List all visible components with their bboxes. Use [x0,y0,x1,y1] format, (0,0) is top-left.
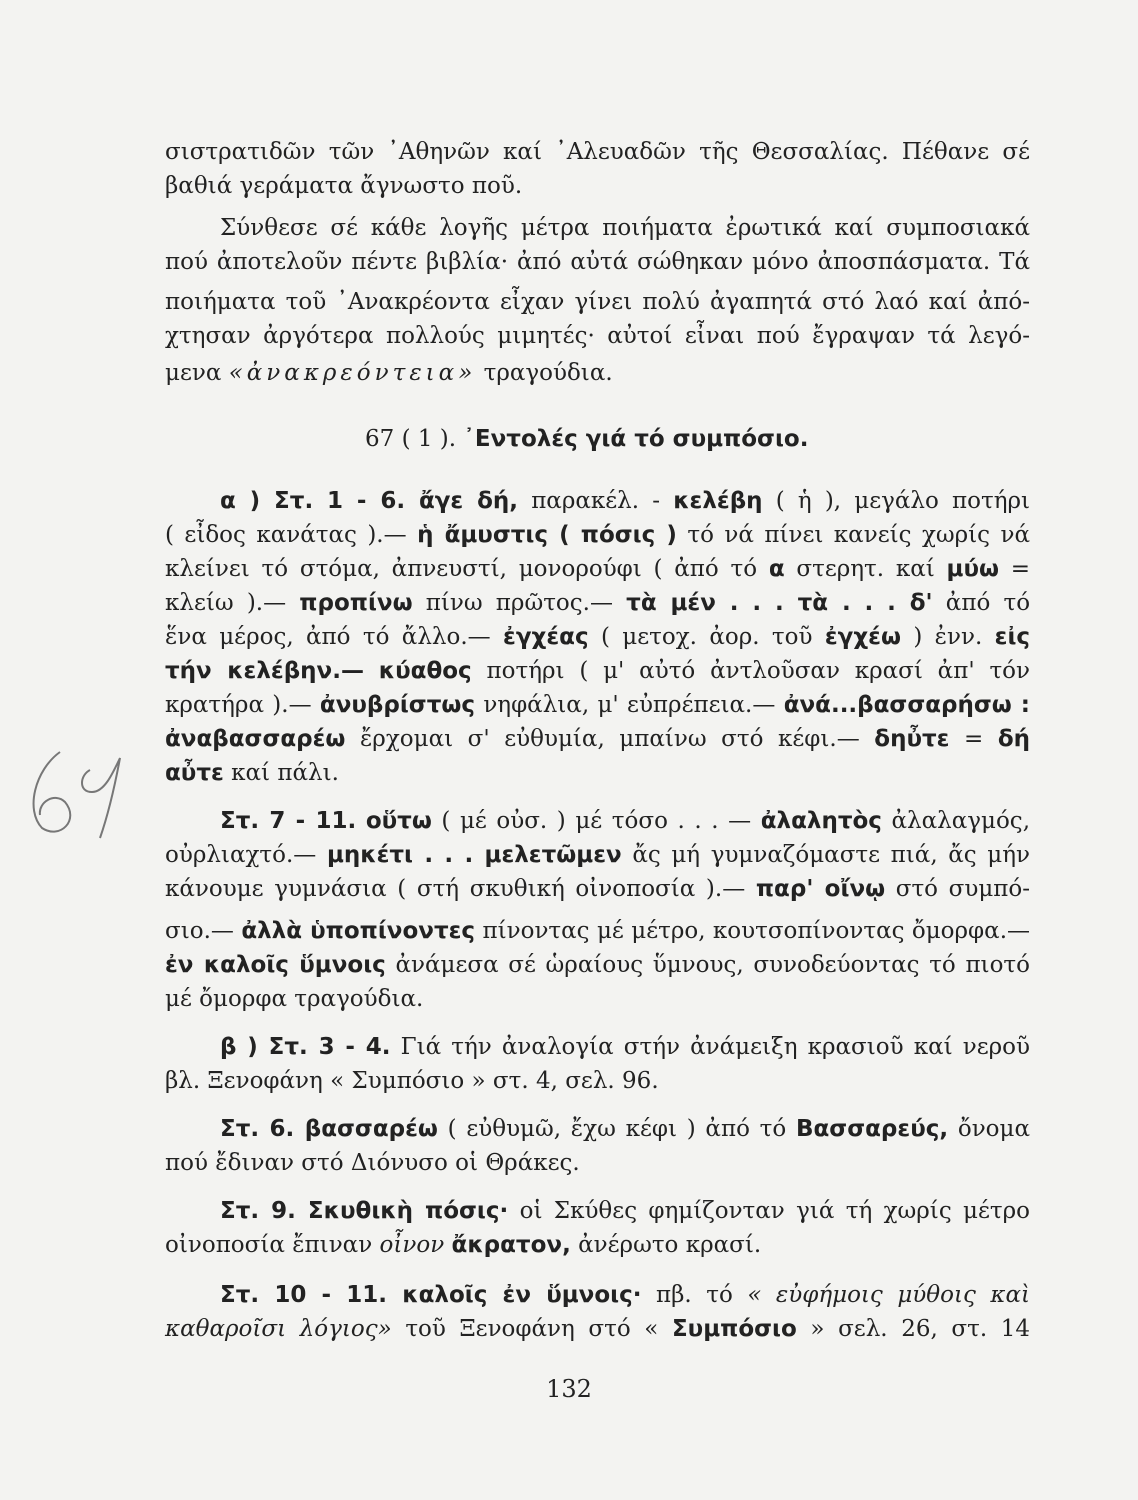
text-line: τήν κελέβην.— κύαθος ποτήρι ( μ' αὐτό ἀντλοῦσαν κρασί ἀπ' τόν [165,658,1031,684]
text-line: σιστρατιδῶν τῶν ᾿Αθηνῶν καί ᾿Αλευαδῶν τῆς Θεσσαλίας. Πέθανε σέ [165,139,1030,165]
text-line: σιο.— ἀλλὰ ὑποπίνοντες πίνοντας μέ μέτρο, κουτσοπίνοντας ὄμορφα.— [165,918,1031,944]
text-line: ἐν καλοῖς ὕμνοις ἀνάμεσα σέ ὡραίους ὕμνους, συνοδεύοντας τό πιοτό [165,952,1030,978]
text-line: πού ἀποτελοῦν πέντε βιβλία· ἀπό αὐτά σώθηκαν μόνο ἀποσπάσματα. Τά [165,249,1030,275]
text-line: κρατήρα ).— ἀνυβρίστως νηφάλια, μ' εὐπρέπεια.— ἀνά...βασσαρήσω : [165,692,1030,718]
handwritten-page-number [20,740,130,840]
text-line: α ) Στ. 1 - 6. ἄγε δή, παρακέλ. - κελέβη ( ἡ ), μεγάλο ποτήρι [220,488,1031,514]
text-line: Στ. 10 - 11. καλοῖς ἐν ὕμνοις· πβ. τό « εὐφήμοις μύθοις καὶ [220,1282,1030,1308]
text-line: μέ ὄμορφα τραγούδια. [165,986,424,1012]
page-number: 132 [546,1375,592,1403]
text-line: καθαροῖσι λόγιος» τοῦ Ξενοφάνη στό « Συμπόσιο » σελ. 26, στ. 14 [165,1316,1031,1342]
text-line: βαθιά γεράματα ἄγνωστο ποῦ. [165,173,523,199]
text-line: ποιήματα τοῦ ᾿Ανακρέοντα εἶχαν γίνει πολύ ἀγαπητά στό λαό καί ἀπό- [165,289,1030,315]
text-line: ( εἶδος κανάτας ).— ἡ ἄμυστις ( πόσις ) τό νά πίνει κανείς χωρίς νά [165,522,1031,548]
section-title: 67 ( 1 ). ᾿Εντολές γιά τό συμπόσιο. [365,426,809,452]
text-line: οὐρλιαχτό.— μηκέτι . . . μελετῶμεν ἄς μή γυμναζόμαστε πιά, ἄς μήν [165,842,1031,868]
text-line: κάνουμε γυμνάσια ( στή σκυθική οἰνοποσία ).— παρ' οἴνῳ στό συμπό- [165,876,1031,902]
text-line: Στ. 6. βασσαρέω ( εὐθυμῶ, ἔχω κέφι ) ἀπό τό Βασσαρεύς, ὄνομα [220,1116,1030,1142]
text-line: Στ. 9. Σκυθικὴ πόσις· οἱ Σκύθες φημίζονταν γιά τή χωρίς μέτρο [220,1198,1030,1224]
text-line: αὖτε καί πάλι. [165,760,339,786]
text-line: Σύνθεσε σέ κάθε λογῆς μέτρα ποιήματα ἐρωτικά καί συμποσιακά [220,215,1030,241]
text-line: μενα «ἀνακρεόντεια» τραγούδια. [165,360,613,386]
text-line: ἀναβασσαρέω ἔρχομαι σ' εὐθυμία, μπαίνω στό κέφι.— δηὖτε = δή [165,726,1031,752]
text-line: β ) Στ. 3 - 4. Γιά τήν ἀναλογία στήν ἀνάμειξη κρασιοῦ καί νεροῦ [220,1034,1031,1060]
text-line: κλείνει τό στόμα, ἀπνευστί, μονορούφι ( ἀπό τό α στερητ. καί μύω = [165,556,1030,582]
text-line: βλ. Ξενοφάνη « Συμπόσιο » στ. 4, σελ. 96. [165,1068,659,1094]
text-line: Στ. 7 - 11. οὕτω ( μέ οὐσ. ) μέ τόσο . . . — ἀλαλητὸς ἀλαλαγμός, [220,808,1030,834]
text-line: χτησαν ἀργότερα πολλούς μιμητές· αὐτοί εἶναι πού ἔγραψαν τά λεγό- [165,323,1030,349]
text-line: κλείω ).— προπίνω πίνω πρῶτος.— τὰ μέν . . . τὰ . . . δ' ἀπό τό [165,590,1031,616]
text-line: οἰνοποσία ἔπιναν οἶνον ἄκρατον, ἀνέρωτο κρασί. [165,1232,762,1258]
text-line: πού ἔδιναν στό Διόνυσο οἱ Θράκες. [165,1150,580,1176]
text-line: ἕνα μέρος, ἀπό τό ἄλλο.— ἐγχέας ( μετοχ. ἀορ. τοῦ ἐγχέω ) ἐνν. εἰς [165,624,1031,650]
